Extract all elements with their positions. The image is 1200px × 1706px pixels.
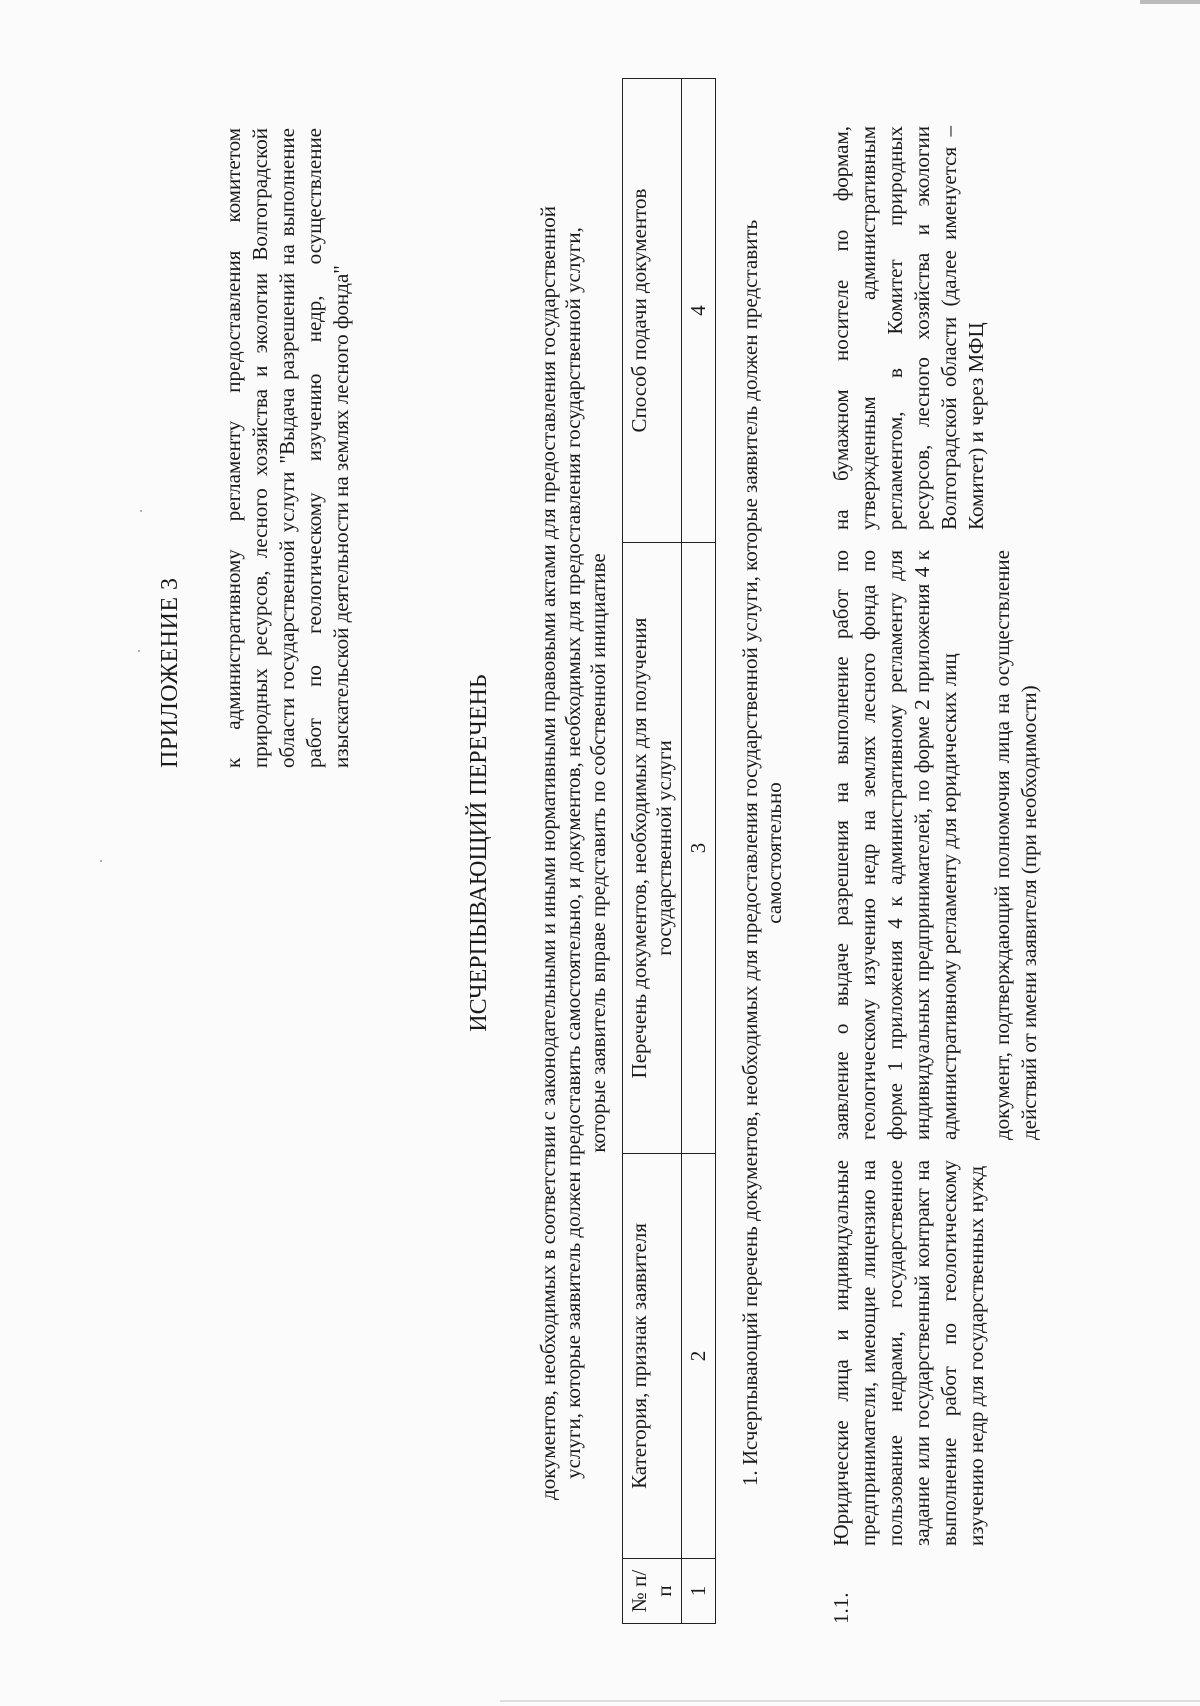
appendix-subtitle: к административному регламенту предоставления комитетом природных ресурсов, лесного хозяйства и экологии Волгоградской области государственной услуги "Выдача разрешений на выполнение работ по геологическому изучению недр, осуществление изыскательской деятельности на землях лесного фонда" [221, 128, 353, 768]
document-item: документ, подтверждающий полномочия лица на осуществление действий от имени заявителя (при необходимости) [990, 550, 1041, 1140]
document-title: ИСЧЕРПЫВАЮЩИЙ ПЕРЕЧЕНЬ [466, 674, 492, 1032]
header-method: Способ подачи документов [623, 79, 682, 543]
col-number-1: 1 [682, 1559, 716, 1624]
section-title: 1. Исчерпывающий перечень документов, необходимых для предоставления государственной услуги, которые заявитель должен представить самостоятельно [738, 219, 786, 1487]
row-method: на бумажном носителе по формам, утвержденным административным регламентом, в Комитет природных ресурсов, лесного хозяйства и экологии Волгоградской области (далее именуется – Комитет) и через МФЦ [829, 126, 988, 530]
header-documents: Перечень документов, необходимых для получения государственной услуги [623, 543, 682, 1154]
header-number: № п/п [623, 1559, 682, 1624]
row-number: 1.1. [829, 1592, 853, 1624]
header-category: Категория, признак заявителя [623, 1154, 682, 1559]
document-intro: документов, необходимых в соответствии с законодательными и иными нормативными правовыми актами для предоставления государственной услуги, которые заявитель должен предоставить самостоятельно, и документов, необходимых для предоставления государственной услуги, которые заявитель вправе представить по собственной инициативе [536, 206, 610, 1500]
row-documents [828, 550, 1043, 1140]
table-header-row [623, 79, 682, 1624]
col-number-3: 3 [682, 543, 716, 1154]
documents-table [622, 78, 716, 1624]
document-item: заявление о выдаче разрешения на выполнение работ по геологическому изучению недр на землях лесного фонда по форме 1 приложения 4 к административному регламенту для индивидуальных предпринимателей, по форме 2 приложения 4 к административному регламенту для юридических лиц [829, 550, 961, 1140]
col-number-2: 2 [682, 1154, 716, 1559]
table-number-row [682, 79, 716, 1624]
col-number-4: 4 [682, 79, 716, 543]
appendix-title: ПРИЛОЖЕНИЕ 3 [157, 577, 183, 768]
row-category: Юридические лица и индивидуальные предприниматели, имеющие лицензию на пользование недрами, государственное задание или государственный контракт на выполнение работ по геологическому изучению недр для государственных нужд [829, 1160, 988, 1546]
